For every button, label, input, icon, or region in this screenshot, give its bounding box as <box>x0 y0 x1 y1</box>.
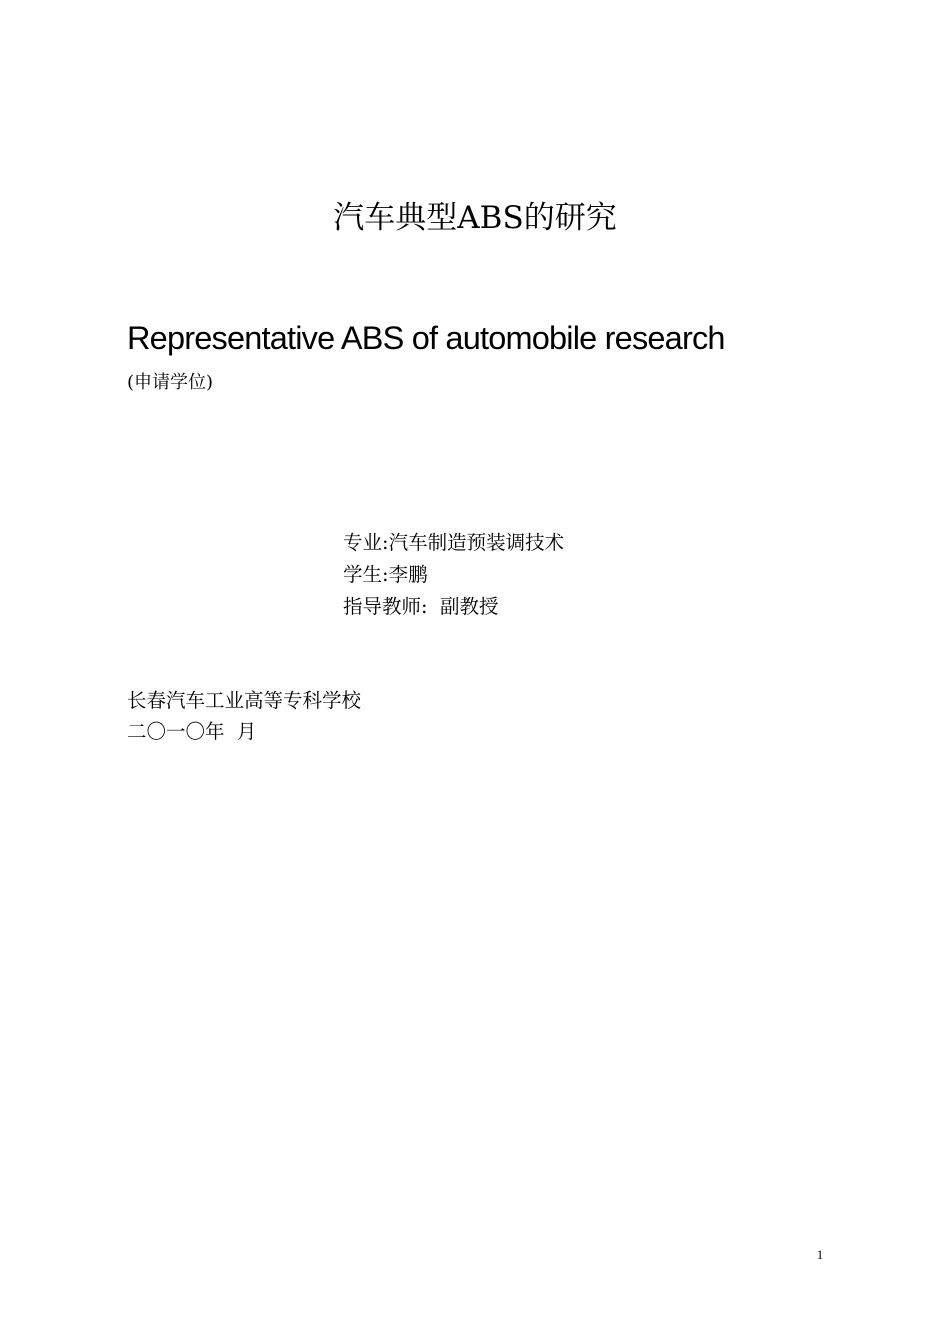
student-label: 学生: <box>343 563 389 586</box>
institution-block <box>127 685 627 747</box>
thesis-title-english: Representative ABS of automobile research <box>127 320 725 356</box>
advisor-label: 指导教师: <box>343 595 428 618</box>
major-label: 专业: <box>343 531 389 554</box>
student-row <box>343 559 793 591</box>
major-row <box>343 527 793 559</box>
major-value: 汽车制造预装调技术 <box>388 531 565 554</box>
advisor-row <box>343 591 793 623</box>
advisor-value: 副教授 <box>427 595 499 618</box>
student-value: 李鹏 <box>388 563 428 586</box>
page-number: 1 <box>816 1247 824 1262</box>
degree-note: (申请学位) <box>127 372 214 393</box>
thesis-title-chinese: 汽车典型ABS的研究 <box>333 200 617 236</box>
school-name: 长春汽车工业高等专科学校 <box>127 689 362 712</box>
author-info-block <box>343 527 793 623</box>
submission-date: 二〇一〇年 月 <box>127 720 257 743</box>
